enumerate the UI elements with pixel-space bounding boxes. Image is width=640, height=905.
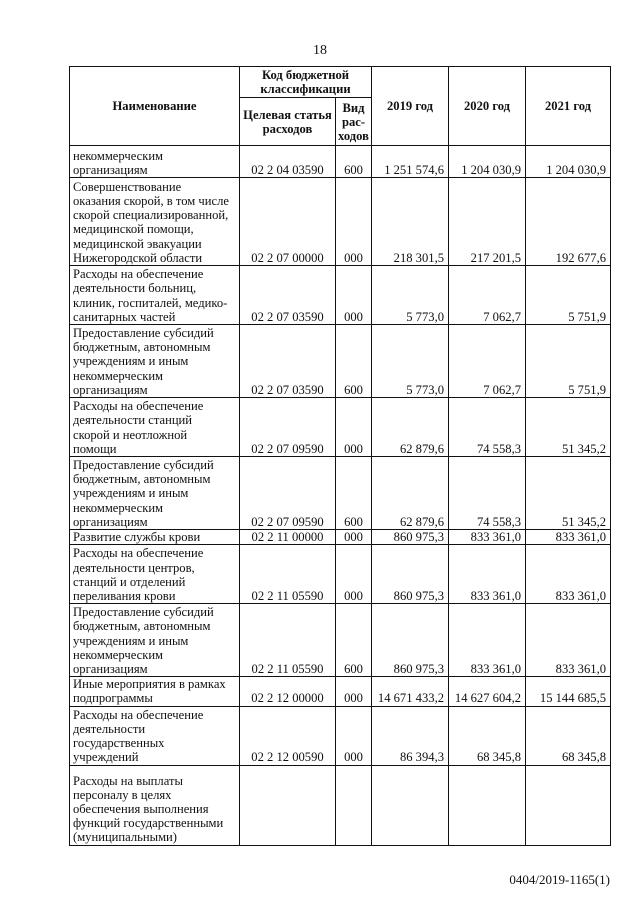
header-expense-kind: Вид рас-ходов (336, 98, 372, 146)
header-2019: 2019 год (372, 67, 449, 146)
row-target-code: 02 2 07 09590 (240, 457, 336, 530)
row-value-2021: 192 677,6 (526, 178, 611, 266)
header-2020: 2020 год (449, 67, 526, 146)
row-name: Иные мероприятия в рамках подпрограммы (70, 677, 240, 706)
row-name: Расходы на обеспечение деятельности станций скорой и неотложной помощи (70, 398, 240, 457)
row-value-2021: 833 361,0 (526, 604, 611, 677)
row-value-2021: 15 144 685,5 (526, 677, 611, 706)
row-value-2020: 7 062,7 (449, 325, 526, 398)
row-target-code: 02 2 07 03590 (240, 325, 336, 398)
row-target-code: 02 2 11 00000 (240, 530, 336, 545)
header-target-article: Целевая статья расходов (240, 98, 336, 146)
header-name: Наименование (70, 67, 240, 146)
row-value-2020 (449, 765, 526, 845)
table-row (70, 545, 611, 604)
row-value-2019: 86 394,3 (372, 706, 449, 765)
table-row (70, 706, 611, 765)
row-value-2020: 14 627 604,2 (449, 677, 526, 706)
document-number: 0404/2019-1165(1) (509, 872, 610, 887)
row-name: Расходы на обеспечение деятельности центров, станций и отделений переливания крови (70, 545, 240, 604)
row-value-2021: 1 204 030,9 (526, 146, 611, 178)
row-expense-kind: 000 (336, 266, 372, 325)
row-value-2020: 833 361,0 (449, 545, 526, 604)
table-row (70, 765, 611, 845)
row-value-2019: 218 301,5 (372, 178, 449, 266)
row-name: Совершенствование оказания скорой, в том числе скорой специализированной, медицинской помощи, медицинской эвакуации Нижегородской области (70, 178, 240, 266)
row-target-code: 02 2 12 00000 (240, 677, 336, 706)
row-expense-kind (336, 765, 372, 845)
row-value-2021: 68 345,8 (526, 706, 611, 765)
table-row (70, 530, 611, 545)
row-value-2020: 833 361,0 (449, 604, 526, 677)
row-value-2019: 860 975,3 (372, 604, 449, 677)
row-expense-kind: 000 (336, 677, 372, 706)
row-target-code: 02 2 07 00000 (240, 178, 336, 266)
page-number: 18 (313, 43, 327, 58)
row-target-code: 02 2 07 03590 (240, 266, 336, 325)
header-code-group: Код бюджетной классификации (240, 67, 372, 98)
row-value-2021: 51 345,2 (526, 398, 611, 457)
row-value-2021: 5 751,9 (526, 325, 611, 398)
row-value-2019: 5 773,0 (372, 266, 449, 325)
table-row (70, 325, 611, 398)
row-target-code: 02 2 12 00590 (240, 706, 336, 765)
row-value-2019: 5 773,0 (372, 325, 449, 398)
table-row (70, 146, 611, 178)
row-value-2020: 217 201,5 (449, 178, 526, 266)
row-value-2021: 5 751,9 (526, 266, 611, 325)
table-row (70, 266, 611, 325)
row-value-2020: 74 558,3 (449, 398, 526, 457)
row-value-2019 (372, 765, 449, 845)
row-value-2019: 62 879,6 (372, 457, 449, 530)
row-value-2021: 833 361,0 (526, 530, 611, 545)
row-value-2019: 62 879,6 (372, 398, 449, 457)
row-expense-kind: 000 (336, 545, 372, 604)
row-name: Расходы на обеспечение деятельности больниц, клиник, госпиталей, медико- санитарных частей (70, 266, 240, 325)
row-name: Предоставление субсидий бюджетным, автономным учреждениям и иным некоммерческим организациям (70, 457, 240, 530)
row-target-code: 02 2 07 09590 (240, 398, 336, 457)
row-expense-kind: 600 (336, 604, 372, 677)
row-value-2020: 68 345,8 (449, 706, 526, 765)
row-value-2021: 51 345,2 (526, 457, 611, 530)
row-value-2021: 833 361,0 (526, 545, 611, 604)
table-row (70, 398, 611, 457)
row-expense-kind: 600 (336, 146, 372, 178)
table-body (70, 146, 611, 846)
table-row (70, 178, 611, 266)
row-value-2020: 74 558,3 (449, 457, 526, 530)
row-name: Предоставление субсидий бюджетным, автономным учреждениям и иным некоммерческим организациям (70, 325, 240, 398)
row-value-2019: 860 975,3 (372, 530, 449, 545)
row-value-2019: 14 671 433,2 (372, 677, 449, 706)
row-expense-kind: 000 (336, 530, 372, 545)
row-value-2021 (526, 765, 611, 845)
row-expense-kind: 000 (336, 706, 372, 765)
row-value-2020: 7 062,7 (449, 266, 526, 325)
row-expense-kind: 000 (336, 398, 372, 457)
row-expense-kind: 600 (336, 325, 372, 398)
row-value-2020: 833 361,0 (449, 530, 526, 545)
row-name: Развитие службы крови (70, 530, 240, 545)
row-target-code: 02 2 11 05590 (240, 545, 336, 604)
budget-table (69, 66, 611, 846)
row-name: Расходы на выплаты персоналу в целях обеспечения выполнения функций государственными (муниципальными) (70, 765, 240, 845)
row-name: Расходы на обеспечение деятельности государственных учреждений (70, 706, 240, 765)
table-row (70, 604, 611, 677)
row-target-code (240, 765, 336, 845)
row-expense-kind: 000 (336, 178, 372, 266)
table-row (70, 677, 611, 706)
row-name: некоммерческим организациям (70, 146, 240, 178)
row-value-2020: 1 204 030,9 (449, 146, 526, 178)
row-value-2019: 1 251 574,6 (372, 146, 449, 178)
row-name: Предоставление субсидий бюджетным, автономным учреждениям и иным некоммерческим организациям (70, 604, 240, 677)
row-target-code: 02 2 04 03590 (240, 146, 336, 178)
row-value-2019: 860 975,3 (372, 545, 449, 604)
row-expense-kind: 600 (336, 457, 372, 530)
header-2021: 2021 год (526, 67, 611, 146)
row-target-code: 02 2 11 05590 (240, 604, 336, 677)
table-row (70, 457, 611, 530)
